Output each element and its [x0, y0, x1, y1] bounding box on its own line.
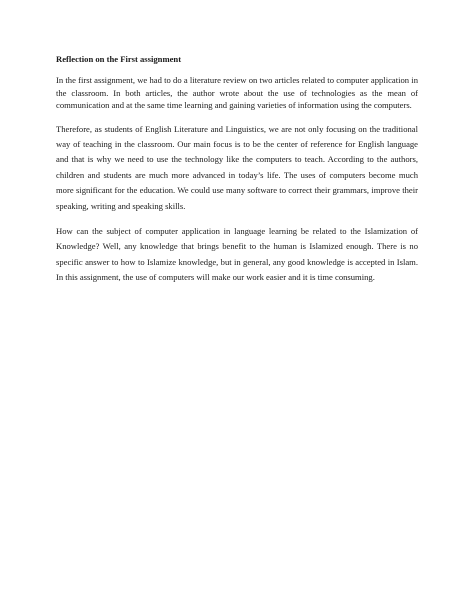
- document-title: Reflection on the First assignment: [56, 54, 182, 64]
- paragraph-2: Therefore, as students of English Literature and Linguistics, we are not only focusing on the traditional way of teaching in the classroom. Our main focus is to be the center of reference for English language and that is why we need to use the technology like the computers to teach. According to the authors, children and students are much more advanced in today’s life. The uses of computers become much more significant for the education. We could use many software to correct their grammars, improve their speaking, writing and speaking skills.: [56, 123, 418, 211]
- paragraph-3: How can the subject of computer application in language learning be related to the Islamization of Knowledge? Well, any knowledge that brings benefit to the human is Islamized enough. There is no specific answer to how to Islamize knowledge, but in general, any good knowledge is accepted in Islam. In this assignment, the use of computers will make our work easier and it is time consuming.: [56, 226, 418, 283]
- document-body: [56, 53, 418, 296]
- paragraph-1: In the first assignment, we had to do a literature review on two articles related to computer application in the classroom. In both articles, the author wrote about the use of technologies as the mean of communication and at the same time learning and gaining varieties of information using the computers.: [56, 75, 418, 111]
